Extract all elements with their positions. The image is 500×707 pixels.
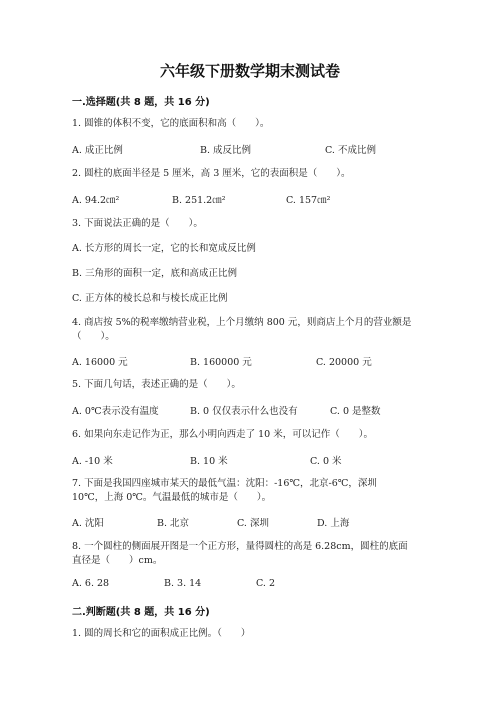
question-6-option-b: B. 10 米 bbox=[190, 456, 228, 467]
question-6-option-a: A. -10 米 bbox=[72, 456, 113, 467]
question-2-option-b: B. 251.2㎝² bbox=[172, 195, 226, 206]
question-3-option-b: B. 三角形的面积一定，底和高成正比例 bbox=[72, 268, 238, 279]
question-5-option-b: B. 0 仅仅表示什么也没有 bbox=[190, 406, 298, 417]
section-heading-choice: 一.选择题(共 8 题，共 16 分) bbox=[72, 97, 210, 108]
question-1-option-a: A. 成正比例 bbox=[72, 145, 123, 156]
question-1-option-b: B. 成反比例 bbox=[200, 145, 252, 156]
question-4-option-a: A. 16000 元 bbox=[72, 357, 128, 368]
question-7-option-d: D. 上海 bbox=[317, 518, 350, 529]
question-2-option-a: A. 94.2㎝² bbox=[72, 195, 120, 206]
question-7-stem: 7. 下面是我国四座城市某天的最低气温：沈阳：-16℃，北京-6℃，深圳 bbox=[72, 478, 377, 489]
question-7-option-c: C. 深圳 bbox=[237, 518, 269, 529]
question-1-option-c: C. 不成比例 bbox=[325, 145, 376, 156]
section-heading-true-false: 二.判断题(共 8 题，共 16 分) bbox=[72, 607, 210, 618]
question-6-stem: 6. 如果向东走记作为正，那么小明向西走了 10 米，可以记作（ ）。 bbox=[72, 429, 373, 440]
question-7-option-a: A. 沈阳 bbox=[72, 518, 104, 529]
question-2-stem: 2. 圆柱的底面半径是 5 厘米，高 3 厘米，它的表面积是（ ）。 bbox=[72, 168, 351, 179]
question-8-stem: 8. 一个圆柱的侧面展开图是一个正方形，量得圆柱的高是 6.28cm，圆柱的底面 bbox=[72, 541, 408, 552]
question-5-option-a: A. 0℃表示没有温度 bbox=[72, 406, 159, 417]
question-7-option-b: B. 北京 bbox=[157, 518, 190, 529]
question-8-option-c: C. 2 bbox=[256, 578, 276, 589]
question-3-option-a: A. 长方形的周长一定，它的长和宽成反比例 bbox=[72, 243, 256, 254]
question-6-option-c: C. 0 米 bbox=[310, 456, 342, 467]
question-4-option-b: B. 160000 元 bbox=[190, 357, 252, 368]
question-8-option-b: B. 3. 14 bbox=[164, 578, 202, 589]
question-3-option-c: C. 正方体的棱长总和与棱长成正比例 bbox=[72, 293, 228, 304]
question-5-option-c: C. 0 是整数 bbox=[330, 406, 381, 417]
question-4-stem-continued: （ ）。 bbox=[72, 331, 115, 342]
question-4-option-c: C. 20000 元 bbox=[316, 357, 372, 368]
question-4-stem: 4. 商店按 5%的税率缴纳营业税，上个月缴纳 800 元，则商店上个月的营业额是 bbox=[72, 317, 412, 328]
question-2-option-c: C. 157㎝² bbox=[286, 195, 331, 206]
question-7-stem-continued: 10℃，上海 0℃。气温最低的城市是（ ）。 bbox=[72, 492, 272, 503]
question-1-stem: 1. 圆锥的体积不变，它的底面积和高（ ）。 bbox=[72, 118, 270, 129]
question-8-stem-continued: 直径是（ ）cm。 bbox=[72, 555, 163, 566]
question-5-stem: 5. 下面几句话，表述正确的是（ ）。 bbox=[72, 379, 241, 390]
judgment-1-stem: 1. 圆的周长和它的面积成正比例。（ ） bbox=[72, 628, 251, 639]
question-3-stem: 3. 下面说法正确的是（ ）。 bbox=[72, 218, 203, 229]
page-title: 六年级下册数学期末测试卷 bbox=[159, 62, 340, 80]
question-8-option-a: A. 6. 28 bbox=[72, 578, 110, 589]
